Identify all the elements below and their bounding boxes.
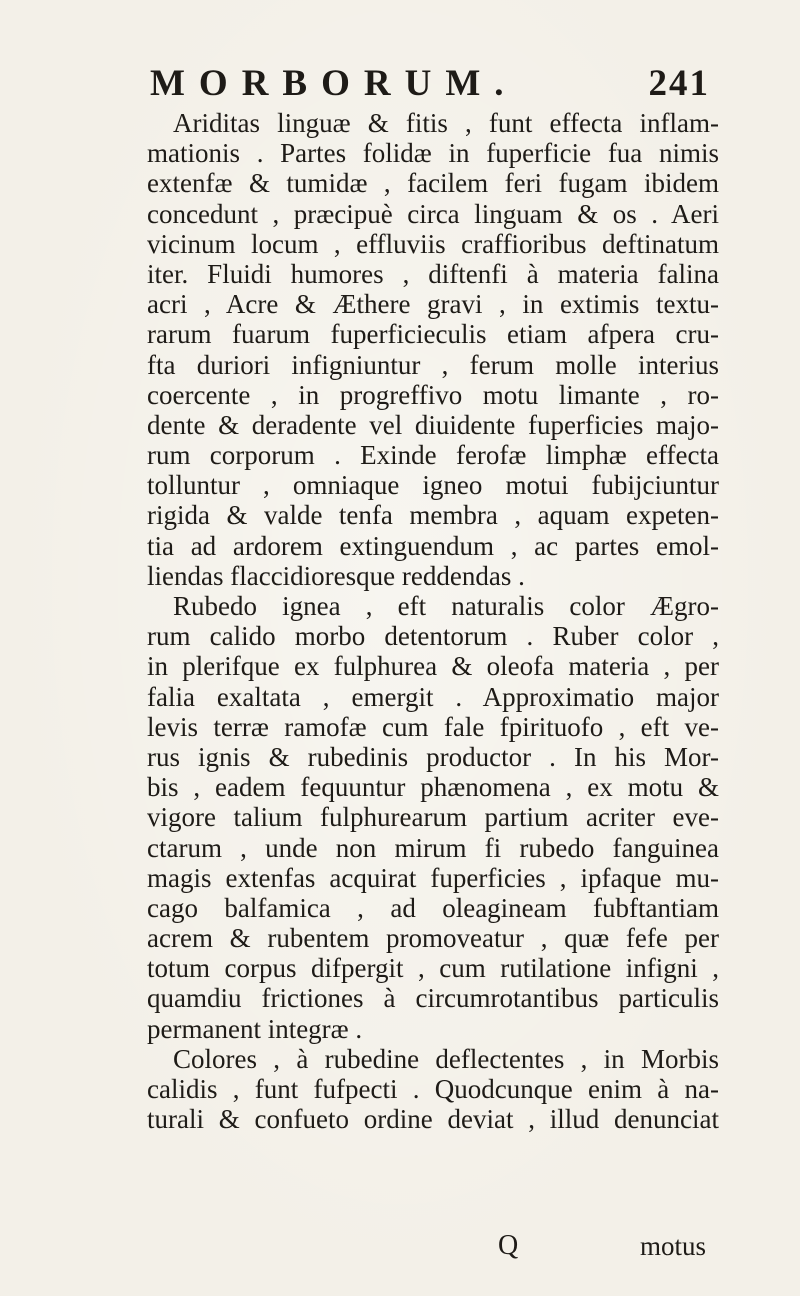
text-line: rum calido morbo detentorum . Ruber color , bbox=[147, 621, 719, 652]
text-line: quamdiu frictiones à circumrotantibus particulis bbox=[147, 983, 719, 1014]
text-line: Ariditas linguæ & fitis , funt effecta inflam- bbox=[173, 108, 719, 138]
text-line: rarum fuarum fuperficieculis etiam afpera cru- bbox=[147, 319, 719, 350]
text-line: acrem & rubentem promoveatur , quæ fefe per bbox=[147, 923, 719, 954]
text-line: cago balfamica , ad oleagineam fubftantiam bbox=[147, 892, 719, 923]
text-line: iter. Fluidi humores , diftenfi à materia falina bbox=[147, 258, 719, 289]
body-text bbox=[147, 108, 719, 1134]
text-line: extenfæ & tumidæ , facilem feri fugam ibidem bbox=[147, 168, 719, 199]
page-number: 241 bbox=[648, 63, 710, 104]
text-line: liendas flaccidioresque reddendas . bbox=[147, 560, 525, 591]
text-line: vigore talium fulphurearum partium acriter eve- bbox=[147, 802, 719, 833]
text-line: calidis , funt fufpecti . Quodcunque enim à na- bbox=[147, 1074, 719, 1104]
text-line: bis , eadem fequuntur phænomena , ex motu & bbox=[147, 772, 719, 803]
text-line: concedunt , præcipuè circa linguam & os . Aeri bbox=[147, 198, 719, 229]
text-line: falia exaltata , emergit . Approximatio major bbox=[147, 681, 719, 712]
text-line: levis terræ ramofæ cum fale fpirituofo , eft ve- bbox=[147, 711, 719, 742]
text-line: rus ignis & rubedinis productor . In his Mor- bbox=[147, 741, 719, 772]
text-line: in plerifque ex fulphurea & oleofa materia , per bbox=[147, 651, 719, 682]
text-line: coercente , in progreffivo motu limante , ro- bbox=[147, 379, 719, 410]
text-line: rigida & valde tenfa membra , aquam expeten- bbox=[147, 500, 719, 531]
text-line: vicinum locum , effluviis craffioribus deftinatum bbox=[147, 228, 719, 259]
text-line: magis extenfas acquirat fuperficies , ipfaque mu- bbox=[147, 862, 719, 893]
text-line: totum corpus difpergit , cum rutilatione infigni , bbox=[147, 953, 719, 984]
page-header bbox=[150, 62, 710, 106]
catchword: motus bbox=[640, 1231, 707, 1261]
text-line: ctarum , unde non mirum fi rubedo fanguinea bbox=[147, 832, 719, 863]
text-line: tia ad ardorem extinguendum , ac partes emol- bbox=[147, 530, 719, 561]
text-line: fta duriori infigniuntur , ferum molle interius bbox=[147, 349, 719, 380]
text-line: dente & deradente vel diuidente fuperficies majo- bbox=[147, 409, 719, 440]
text-line: tolluntur , omniaque igneo motui fubijciuntur bbox=[147, 470, 719, 501]
text-line: Colores , à rubedine deflectentes , in Morbis bbox=[173, 1043, 719, 1074]
text-line: permanent integræ . bbox=[147, 1013, 363, 1044]
signature-mark: Q bbox=[498, 1230, 519, 1261]
text-line: acri , Acre & Æthere gravi , in extimis textu- bbox=[147, 289, 719, 320]
text-line: rum corporum . Exinde ferofæ limphæ effecta bbox=[147, 440, 719, 471]
text-line: mationis . Partes folidæ in fuperficie fua nimis bbox=[147, 138, 719, 169]
running-title: MORBORUM. bbox=[150, 63, 518, 104]
page-footer bbox=[0, 1230, 800, 1262]
text-line: Rubedo ignea , eft naturalis color Ægro- bbox=[173, 591, 719, 621]
text-line: turali & confueto ordine deviat , illud denunciat bbox=[147, 1104, 719, 1135]
